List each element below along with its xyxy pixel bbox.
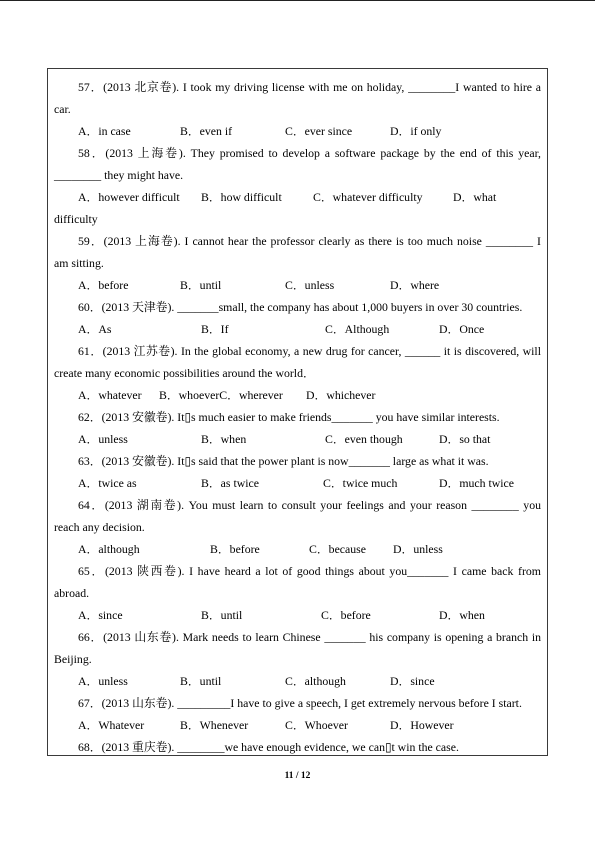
option-a: A．although (78, 542, 140, 556)
option-b: B．as twice (201, 476, 259, 490)
question-stem-line: 58．(2013 上海卷). They promised to develop a software package by the end of this year, (78, 146, 541, 160)
option-b: B．before (210, 542, 260, 556)
question-stem-line: abroad. (54, 586, 90, 600)
option-d: D．what (453, 190, 497, 204)
question-stem-line: 64．(2013 湖南卷). You must learn to consult your feelings and your reason ________ you (78, 498, 541, 512)
question-stem-line: 68．(2013 重庆卷). ________we have enough evidence, we can▯t win the case. (78, 740, 459, 754)
option-a: A．Whatever (78, 718, 145, 732)
answer-options (54, 714, 541, 736)
question-stem-line: am sitting. (54, 256, 104, 270)
question-stem-line: 61．(2013 江苏卷). In the global economy, a new drug for cancer, ______ it is discovered, will (78, 344, 541, 358)
option-b: B．until (180, 278, 222, 292)
option-a: A．however difficult (78, 190, 180, 204)
option-a: A．since (78, 608, 123, 622)
page-number: 11 / 12 (284, 771, 311, 781)
option-a: A．As (78, 322, 112, 336)
question-62 (54, 406, 541, 450)
option-d: D．when (439, 608, 485, 622)
question-67 (54, 692, 541, 736)
option-b-c-group (159, 384, 283, 406)
option-d: D．However (390, 718, 454, 732)
question-60 (54, 296, 541, 340)
question-66 (54, 626, 541, 692)
option-b: B．even if (180, 124, 233, 138)
option-c: C．Although (325, 322, 390, 336)
question-59 (54, 230, 541, 296)
answer-options (54, 186, 541, 208)
question-list (54, 76, 541, 758)
option-c: C．whatever difficulty (313, 190, 423, 204)
option-b: B．how difficult (201, 190, 282, 204)
option-b: B．until (180, 674, 222, 688)
answer-options (54, 604, 541, 626)
option-c: C．twice much (323, 476, 398, 490)
question-63 (54, 450, 541, 494)
option-a: A．in case (78, 124, 131, 138)
option-d: D．whichever (306, 388, 376, 402)
option-d: D．since (390, 674, 435, 688)
answer-options (54, 120, 541, 142)
question-57 (54, 76, 541, 142)
option-d-continued: difficulty (54, 212, 98, 226)
answer-options (54, 670, 541, 692)
option-b: B．when (201, 432, 247, 446)
answer-options (54, 472, 541, 494)
option-a: A．before (78, 278, 129, 292)
answer-options (54, 274, 541, 296)
option-c: C．Whoever (285, 718, 348, 732)
option-d: D．much twice (439, 476, 515, 490)
option-d: D．where (390, 278, 440, 292)
option-b: B．until (201, 608, 243, 622)
question-stem-line: 62．(2013 安徽卷). It▯s much easier to make friends_______ you have similar interests. (78, 410, 500, 424)
question-stem-line: 60．(2013 天津卷). _______small, the company has about 1,000 buyers in over 30 countries. (78, 300, 523, 314)
question-65 (54, 560, 541, 626)
answer-options (54, 428, 541, 450)
option-d: D．if only (390, 124, 442, 138)
question-68 (54, 736, 541, 758)
option-c: C．unless (285, 278, 335, 292)
option-c: C．because (309, 542, 366, 556)
option-d: D．Once (439, 322, 485, 336)
option-b: B．whoever (159, 388, 220, 402)
answer-options (54, 538, 541, 560)
option-a: A．unless (78, 432, 128, 446)
header-rule (0, 0, 595, 1)
option-c: C．even though (325, 432, 403, 446)
question-58 (54, 142, 541, 230)
option-c: C．before (321, 608, 371, 622)
question-61 (54, 340, 541, 406)
question-stem-line: 65．(2013 陕西卷). I have heard a lot of good things about you_______ I came back from (78, 564, 541, 578)
question-stem-line: create many economic possibilities around the world． (54, 366, 315, 380)
option-a: A．unless (78, 674, 128, 688)
question-stem-line: 66．(2013 山东卷). Mark needs to learn Chinese _______ his company is opening a branch in (78, 630, 541, 644)
question-stem-line: ________ they might have. (54, 168, 184, 182)
option-a: A．whatever (78, 388, 142, 402)
option-c: C．ever since (285, 124, 353, 138)
option-b: B．Whenever (180, 718, 249, 732)
option-d: D．so that (439, 432, 491, 446)
option-b: B．If (201, 322, 229, 336)
question-table (47, 68, 548, 756)
question-stem-line: car. (54, 102, 71, 116)
answer-options (54, 384, 541, 406)
option-c: C．wherever (219, 388, 283, 402)
question-stem-line: reach any decision. (54, 520, 145, 534)
question-stem-line: 57．(2013 北京卷). I took my driving license with me on holiday, ________I wanted to hire a (78, 80, 541, 94)
question-stem-line: 59．(2013 上海卷). I cannot hear the professor clearly as there is too much noise ________ I (78, 234, 541, 248)
question-stem-line: 63．(2013 安徽卷). It▯s said that the power plant is now_______ large as what it was. (78, 454, 489, 468)
answer-options (54, 318, 541, 340)
option-d: D．unless (393, 542, 443, 556)
question-stem-line: Beijing. (54, 652, 92, 666)
option-c: C．although (285, 674, 346, 688)
option-a: A．twice as (78, 476, 137, 490)
question-stem-line: 67．(2013 山东卷). _________I have to give a speech, I get extremely nervous before I start. (78, 696, 522, 710)
question-64 (54, 494, 541, 560)
